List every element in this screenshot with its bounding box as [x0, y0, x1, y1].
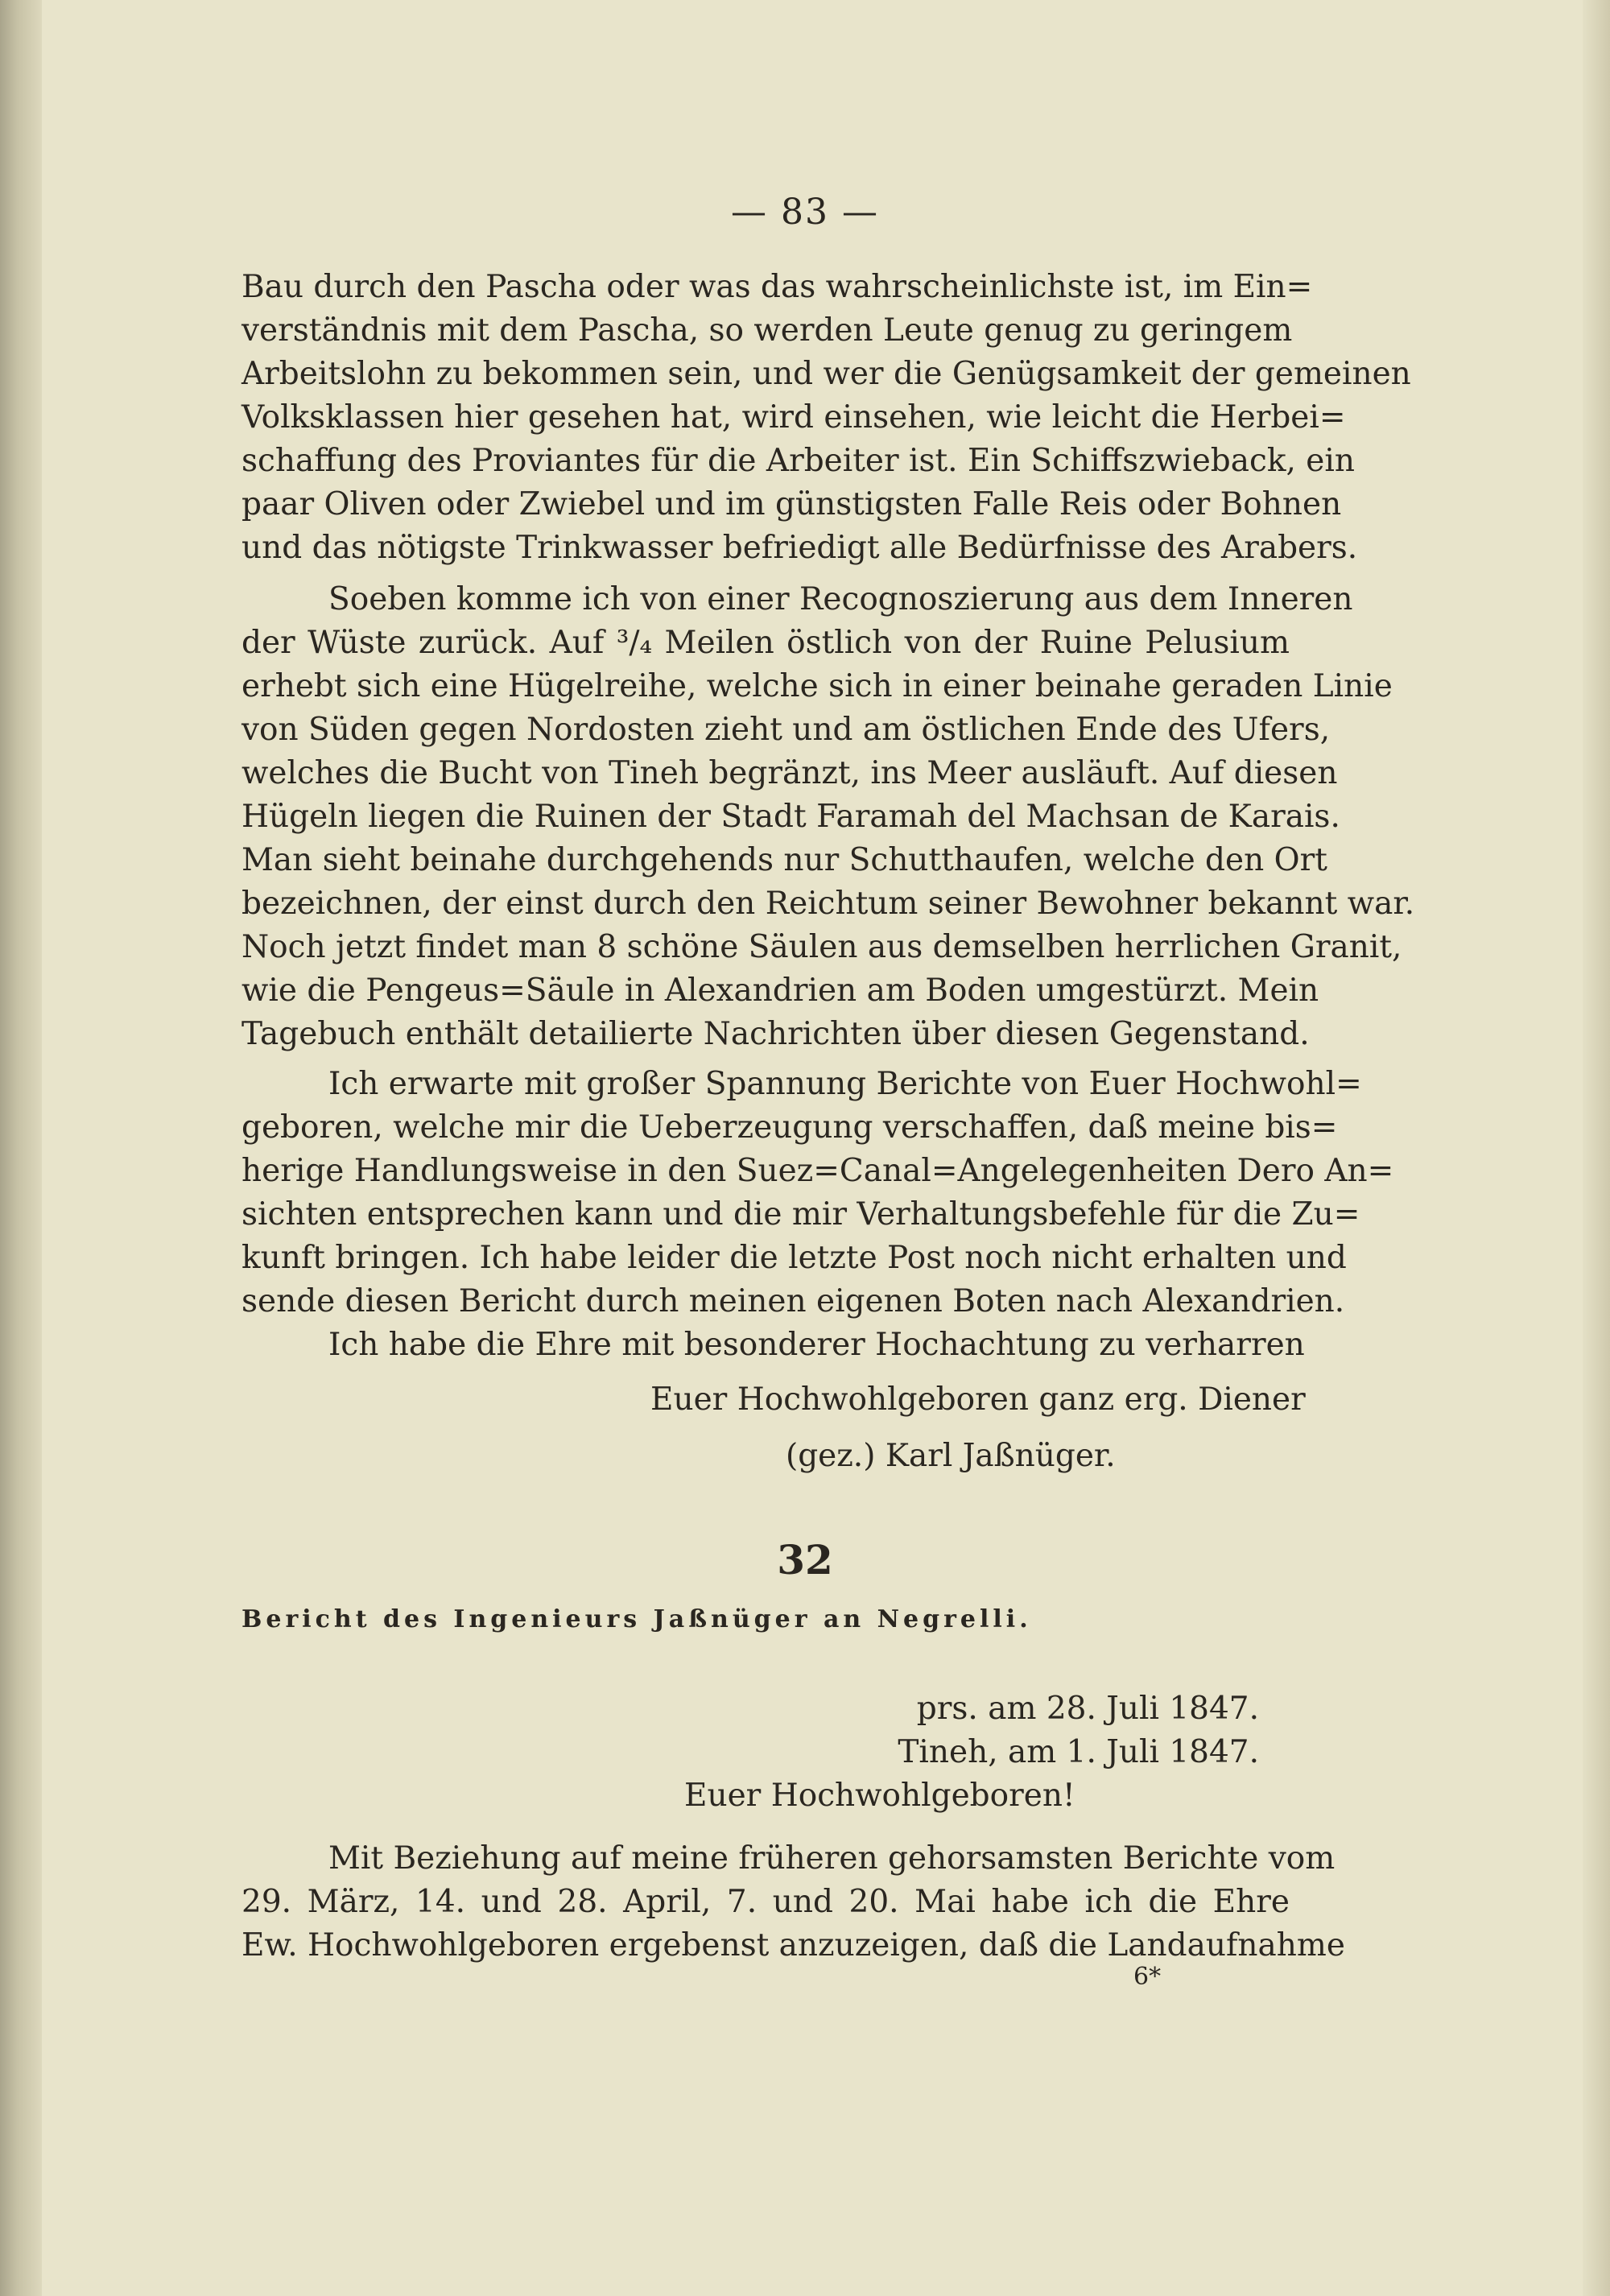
body-line: Ich habe die Ehre mit besonderer Hochachtung zu verharren	[328, 1327, 1305, 1363]
body-line: Bau durch den Pascha oder was das wahrscheinlichste ist, im Ein=	[242, 269, 1313, 305]
document-heading: Bericht des Ingenieurs Jaßnüger an Negrelli.	[242, 1605, 1032, 1633]
page-edge	[1583, 0, 1610, 2296]
received-date: prs. am 28. Juli 1847.	[916, 1691, 1259, 1727]
binding-shadow	[0, 0, 42, 2296]
closing-formula: Euer Hochwohlgeboren ganz erg. Diener	[650, 1381, 1306, 1418]
body-line: sichten entsprechen kann und die mir Verhaltungsbefehle für die Zu=	[242, 1196, 1360, 1233]
signature: (gez.) Karl Jaßnüger.	[786, 1438, 1116, 1474]
body-line: Volksklassen hier gesehen hat, wird einsehen, wie leicht die Herbei=	[242, 399, 1346, 436]
body-line: schaffung des Proviantes für die Arbeiter ist. Ein Schiffszwieback, ein	[242, 443, 1355, 479]
salutation: Euer Hochwohlgeboren!	[684, 1778, 1075, 1814]
body-line: Hügeln liegen die Ruinen der Stadt Faramah del Machsan de Karais.	[242, 799, 1340, 835]
body-line: kunft bringen. Ich habe leider die letzte Post noch nicht erhalten und	[242, 1240, 1347, 1276]
body-line: Soeben komme ich von einer Recognoszierung aus dem Inneren	[328, 581, 1353, 617]
page-number: — 83 —	[731, 192, 879, 233]
body-line: Arbeitslohn zu bekommen sein, und wer die Genügsamkeit der gemeinen	[242, 356, 1411, 392]
body-line: geboren, welche mir die Ueberzeugung verschaffen, daß meine bis=	[242, 1109, 1338, 1146]
body-line: wie die Pengeus=Säule in Alexandrien am Boden umgestürzt. Mein	[242, 972, 1319, 1009]
body-line: verständnis mit dem Pascha, so werden Leute genug zu geringem	[242, 312, 1293, 349]
body-line: Man sieht beinahe durchgehends nur Schutthaufen, welche den Ort	[242, 842, 1327, 878]
catchword: 6*	[1133, 1963, 1162, 1991]
body-line: von Süden gegen Nordosten zieht und am östlichen Ende des Ufers,	[242, 712, 1331, 748]
body-line: sende diesen Bericht durch meinen eigenen Boten nach Alexandrien.	[242, 1283, 1345, 1319]
body-line: und das nötigste Trinkwasser befriedigt alle Bedürfnisse des Arabers.	[242, 530, 1358, 566]
body-line: Mit Beziehung auf meine früheren gehorsamsten Berichte vom	[328, 1840, 1335, 1877]
body-line: erhebt sich eine Hügelreihe, welche sich in einer beinahe geraden Linie	[242, 668, 1393, 704]
body-line: 29. März, 14. und 28. April, 7. und 20. Mai habe ich die Ehre	[242, 1884, 1290, 1920]
body-line: Tagebuch enthält detailierte Nachrichten über diesen Gegenstand.	[242, 1016, 1310, 1052]
body-line: der Wüste zurück. Auf ³/₄ Meilen östlich von der Ruine Pelusium	[242, 625, 1290, 661]
body-line: herige Handlungsweise in den Suez=Canal=Angelegenheiten Dero An=	[242, 1153, 1394, 1189]
body-line: Ew. Hochwohlgeboren ergebenst anzuzeigen, daß die Landaufnahme	[242, 1927, 1345, 1964]
document-number: 32	[777, 1536, 833, 1584]
body-line: Ich erwarte mit großer Spannung Berichte von Euer Hochwohl=	[328, 1066, 1362, 1102]
body-line: paar Oliven oder Zwiebel und im günstigsten Falle Reis oder Bohnen	[242, 486, 1342, 522]
body-line: Noch jetzt findet man 8 schöne Säulen aus demselben herrlichen Granit,	[242, 929, 1402, 965]
body-line: bezeichnen, der einst durch den Reichtum seiner Bewohner bekannt war.	[242, 886, 1415, 922]
body-line: welches die Bucht von Tineh begränzt, ins Meer ausläuft. Auf diesen	[242, 755, 1338, 791]
place-date: Tineh, am 1. Juli 1847.	[898, 1734, 1259, 1770]
